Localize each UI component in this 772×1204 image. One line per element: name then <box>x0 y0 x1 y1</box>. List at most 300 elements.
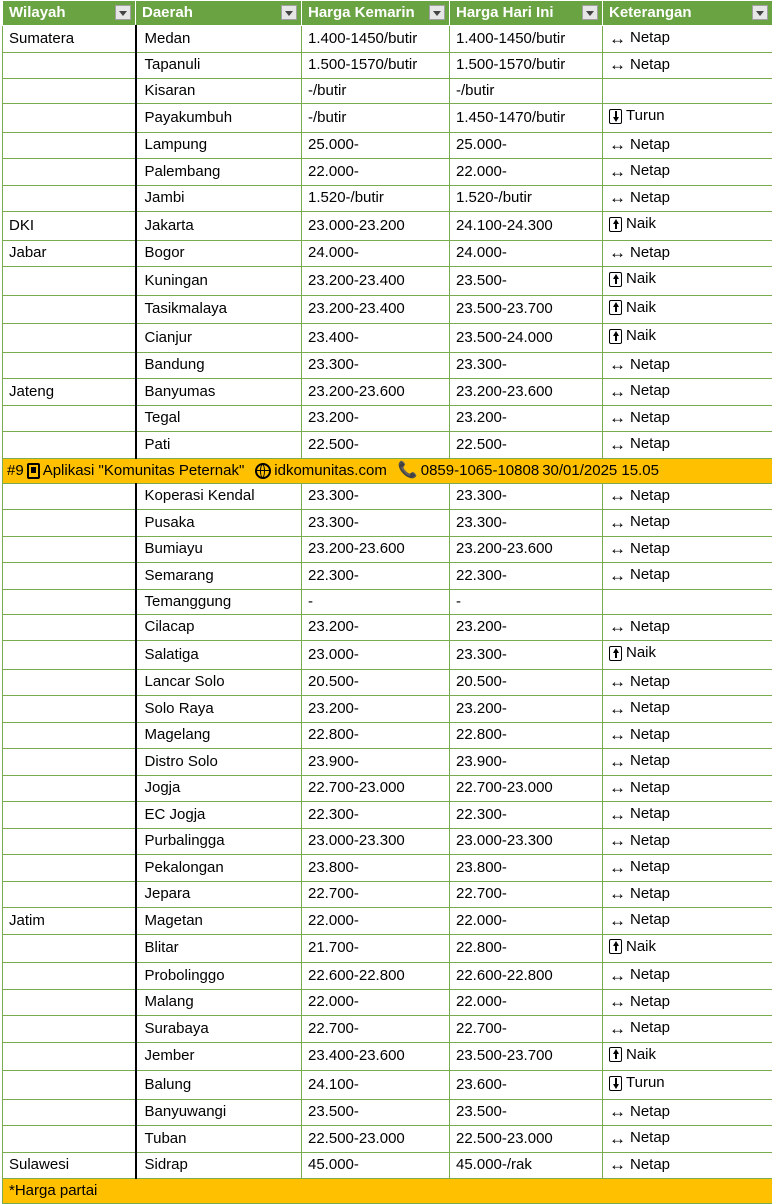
telephone-icon: 📞 <box>398 459 418 483</box>
table-row <box>3 1071 772 1100</box>
table-row <box>3 267 772 296</box>
status-indicator <box>609 510 670 534</box>
harga-kemarin-cell: 22.500- <box>302 432 450 459</box>
harga-hari-ini-cell: 23.500- <box>450 1099 603 1126</box>
status-label: Naik <box>626 641 656 665</box>
harga-hari-ini-cell: 25.000- <box>450 132 603 159</box>
keterangan-cell <box>603 240 772 267</box>
status-indicator <box>609 296 656 320</box>
left-right-arrow-icon: ↔ <box>609 136 626 153</box>
status-label: Netap <box>630 379 670 403</box>
keterangan-cell <box>603 352 772 379</box>
header-label: Harga Hari Ini <box>456 4 554 21</box>
status-label: Netap <box>630 855 670 879</box>
harga-kemarin-cell: 22.700- <box>302 1016 450 1043</box>
daerah-cell: Sidrap <box>136 1152 302 1179</box>
harga-hari-ini-cell: 23.800- <box>450 855 603 882</box>
up-arrow-icon <box>609 272 622 287</box>
daerah-cell: Jepara <box>136 881 302 908</box>
status-label: Naik <box>626 1043 656 1067</box>
status-indicator <box>609 563 670 587</box>
keterangan-cell <box>603 267 772 296</box>
wilayah-cell <box>3 589 136 614</box>
status-indicator <box>609 241 670 265</box>
status-label: Netap <box>630 432 670 456</box>
status-label: Netap <box>630 510 670 534</box>
harga-hari-ini-cell: 23.200- <box>450 614 603 641</box>
up-arrow-icon <box>609 939 622 954</box>
wilayah-cell <box>3 775 136 802</box>
harga-kemarin-cell: 23.300- <box>302 510 450 537</box>
banner-content <box>7 459 772 483</box>
wilayah-cell: Jateng <box>3 379 136 406</box>
daerah-cell: Kisaran <box>136 79 302 104</box>
daerah-cell: EC Jogja <box>136 802 302 829</box>
harga-kemarin-cell: 24.100- <box>302 1071 450 1100</box>
filter-dropdown-icon[interactable] <box>429 5 445 20</box>
daerah-cell: Magelang <box>136 722 302 749</box>
left-right-arrow-icon: ↔ <box>609 409 626 426</box>
up-arrow-icon <box>609 300 622 315</box>
status-indicator <box>609 990 670 1014</box>
table-row <box>3 855 772 882</box>
left-right-arrow-icon: ↔ <box>609 514 626 531</box>
table-row <box>3 324 772 353</box>
wilayah-cell <box>3 510 136 537</box>
status-label: Netap <box>630 723 670 747</box>
wilayah-cell <box>3 934 136 963</box>
harga-kemarin-cell: 23.300- <box>302 483 450 510</box>
harga-kemarin-cell: 1.500-1570/butir <box>302 52 450 79</box>
status-indicator <box>609 1016 670 1040</box>
harga-hari-ini-cell: 24.100-24.300 <box>450 212 603 241</box>
status-label: Netap <box>630 696 670 720</box>
status-indicator <box>609 104 665 128</box>
harga-kemarin-cell: 23.200-23.600 <box>302 536 450 563</box>
keterangan-cell <box>603 989 772 1016</box>
harga-kemarin-cell: 45.000- <box>302 1152 450 1179</box>
daerah-cell: Palembang <box>136 159 302 186</box>
left-right-arrow-icon: ↔ <box>609 487 626 504</box>
daerah-cell: Medan <box>136 26 302 53</box>
daerah-cell: Pusaka <box>136 510 302 537</box>
harga-hari-ini-cell: 45.000-/rak <box>450 1152 603 1179</box>
harga-hari-ini-cell: 23.500-23.700 <box>450 1042 603 1071</box>
table-row <box>3 379 772 406</box>
daerah-cell: Kuningan <box>136 267 302 296</box>
keterangan-cell <box>603 749 772 776</box>
wilayah-cell <box>3 132 136 159</box>
status-label: Netap <box>630 749 670 773</box>
table-row <box>3 159 772 186</box>
harga-kemarin-cell: 1.520-/butir <box>302 185 450 212</box>
harga-hari-ini-cell: 23.500- <box>450 267 603 296</box>
status-indicator <box>609 53 670 77</box>
status-label: Netap <box>630 406 670 430</box>
wilayah-cell: Sumatera <box>3 26 136 53</box>
harga-hari-ini-cell: 22.800- <box>450 722 603 749</box>
up-arrow-icon <box>609 1047 622 1062</box>
keterangan-cell <box>603 483 772 510</box>
table-row <box>3 802 772 829</box>
keterangan-cell <box>603 881 772 908</box>
harga-kemarin-cell: 23.300- <box>302 352 450 379</box>
status-label: Netap <box>630 1126 670 1150</box>
harga-kemarin-cell: 22.300- <box>302 802 450 829</box>
status-label: Netap <box>630 829 670 853</box>
harga-hari-ini-cell: 23.300- <box>450 510 603 537</box>
wilayah-cell <box>3 989 136 1016</box>
status-indicator <box>609 615 670 639</box>
keterangan-cell <box>603 324 772 353</box>
status-indicator <box>609 670 670 694</box>
keterangan-cell <box>603 1071 772 1100</box>
status-label: Turun <box>626 1071 665 1095</box>
table-row <box>3 212 772 241</box>
table-row <box>3 934 772 963</box>
harga-kemarin-cell: 23.200-23.400 <box>302 295 450 324</box>
left-right-arrow-icon: ↔ <box>609 700 626 717</box>
mobile-phone-icon <box>27 463 40 479</box>
keterangan-cell <box>603 510 772 537</box>
wilayah-cell <box>3 1099 136 1126</box>
status-indicator <box>609 1153 670 1177</box>
header-label: Harga Kemarin <box>308 4 415 21</box>
status-label: Netap <box>630 563 670 587</box>
status-label: Netap <box>630 353 670 377</box>
header-row <box>3 1 772 26</box>
harga-kemarin-cell: 24.000- <box>302 240 450 267</box>
keterangan-cell <box>603 855 772 882</box>
keterangan-cell <box>603 1042 772 1071</box>
wilayah-cell <box>3 159 136 186</box>
footer-row <box>3 1179 772 1204</box>
status-indicator <box>609 186 670 210</box>
harga-kemarin-cell: 22.000- <box>302 159 450 186</box>
table-row <box>3 1099 772 1126</box>
table-row <box>3 132 772 159</box>
header-label: Daerah <box>142 4 193 21</box>
harga-kemarin-cell: 22.000- <box>302 908 450 935</box>
harga-hari-ini-cell: 22.300- <box>450 563 603 590</box>
harga-hari-ini-cell: 23.500-23.700 <box>450 295 603 324</box>
daerah-cell: Cianjur <box>136 324 302 353</box>
down-arrow-icon <box>609 1076 622 1091</box>
status-indicator <box>609 882 670 906</box>
keterangan-cell <box>603 1152 772 1179</box>
table-row <box>3 828 772 855</box>
harga-kemarin-cell: 23.000-23.300 <box>302 828 450 855</box>
daerah-cell: Balung <box>136 1071 302 1100</box>
keterangan-cell <box>603 79 772 104</box>
left-right-arrow-icon: ↔ <box>609 885 626 902</box>
banner-datetime: 30/01/2025 15.05 <box>542 459 659 483</box>
status-indicator <box>609 212 656 236</box>
harga-hari-ini-cell: 23.900- <box>450 749 603 776</box>
harga-hari-ini-cell: 22.000- <box>450 908 603 935</box>
harga-kemarin-cell: 23.800- <box>302 855 450 882</box>
filter-dropdown-icon[interactable] <box>115 5 131 20</box>
table-row <box>3 669 772 696</box>
wilayah-cell <box>3 828 136 855</box>
status-label: Netap <box>630 53 670 77</box>
table-body-top <box>3 26 772 459</box>
harga-hari-ini-cell: 23.500-24.000 <box>450 324 603 353</box>
keterangan-cell <box>603 802 772 829</box>
harga-kemarin-cell: 23.200-23.600 <box>302 379 450 406</box>
harga-hari-ini-cell: 22.700- <box>450 881 603 908</box>
table-body-bottom <box>3 483 772 1179</box>
harga-hari-ini-cell: 23.300- <box>450 352 603 379</box>
left-right-arrow-icon: ↔ <box>609 383 626 400</box>
harga-hari-ini-cell: 1.500-1570/butir <box>450 52 603 79</box>
wilayah-cell <box>3 324 136 353</box>
left-right-arrow-icon: ↔ <box>609 1020 626 1037</box>
harga-kemarin-cell: - <box>302 589 450 614</box>
header-wilayah <box>3 1 136 26</box>
keterangan-cell <box>603 1016 772 1043</box>
status-indicator <box>609 963 670 987</box>
status-indicator <box>609 1126 670 1150</box>
left-right-arrow-icon: ↔ <box>609 753 626 770</box>
keterangan-cell <box>603 775 772 802</box>
harga-hari-ini-cell: 1.450-1470/butir <box>450 104 603 133</box>
table-row <box>3 104 772 133</box>
wilayah-cell <box>3 696 136 723</box>
status-indicator <box>609 908 670 932</box>
table-row <box>3 352 772 379</box>
footer-section <box>3 1179 772 1204</box>
status-label: Netap <box>630 990 670 1014</box>
status-indicator <box>609 26 670 50</box>
status-indicator <box>609 1071 665 1095</box>
keterangan-cell <box>603 1099 772 1126</box>
left-right-arrow-icon: ↔ <box>609 436 626 453</box>
left-right-arrow-icon: ↔ <box>609 806 626 823</box>
table-row <box>3 908 772 935</box>
keterangan-cell <box>603 132 772 159</box>
wilayah-cell: Jabar <box>3 240 136 267</box>
harga-hari-ini-cell: 22.700-23.000 <box>450 775 603 802</box>
keterangan-cell <box>603 52 772 79</box>
table-row <box>3 295 772 324</box>
status-indicator <box>609 829 670 853</box>
left-right-arrow-icon: ↔ <box>609 189 626 206</box>
daerah-cell: Magetan <box>136 908 302 935</box>
status-indicator <box>609 935 656 959</box>
table-row <box>3 1042 772 1071</box>
footer-note: *Harga partai <box>3 1179 772 1204</box>
harga-kemarin-cell: 20.500- <box>302 669 450 696</box>
harga-kemarin-cell: 23.400-23.600 <box>302 1042 450 1071</box>
status-label: Naik <box>626 267 656 291</box>
harga-hari-ini-cell: 23.600- <box>450 1071 603 1100</box>
table-row <box>3 185 772 212</box>
harga-hari-ini-cell: 23.200- <box>450 405 603 432</box>
harga-hari-ini-cell: 24.000- <box>450 240 603 267</box>
harga-hari-ini-cell: 22.600-22.800 <box>450 963 603 990</box>
harga-hari-ini-cell: 22.000- <box>450 159 603 186</box>
table-row <box>3 989 772 1016</box>
status-label: Netap <box>630 1100 670 1124</box>
banner-app-text: Aplikasi "Komunitas Peternak" <box>43 459 245 483</box>
filter-dropdown-icon[interactable] <box>281 5 297 20</box>
harga-hari-ini-cell: - <box>450 589 603 614</box>
status-label: Netap <box>630 670 670 694</box>
keterangan-cell <box>603 212 772 241</box>
left-right-arrow-icon: ↔ <box>609 832 626 849</box>
wilayah-cell <box>3 963 136 990</box>
daerah-cell: Tuban <box>136 1126 302 1153</box>
daerah-cell: Banyumas <box>136 379 302 406</box>
daerah-cell: Tasikmalaya <box>136 295 302 324</box>
daerah-cell: Bandung <box>136 352 302 379</box>
harga-kemarin-cell: 23.500- <box>302 1099 450 1126</box>
wilayah-cell <box>3 1126 136 1153</box>
wilayah-cell <box>3 641 136 670</box>
left-right-arrow-icon: ↔ <box>609 993 626 1010</box>
status-label: Netap <box>630 186 670 210</box>
status-indicator <box>609 379 670 403</box>
keterangan-cell <box>603 432 772 459</box>
table-row <box>3 749 772 776</box>
left-right-arrow-icon: ↔ <box>609 30 626 47</box>
banner-section <box>3 458 772 483</box>
filter-dropdown-icon[interactable] <box>752 5 768 20</box>
harga-kemarin-cell: 23.200- <box>302 405 450 432</box>
daerah-cell: Surabaya <box>136 1016 302 1043</box>
harga-hari-ini-cell: 22.500-23.000 <box>450 1126 603 1153</box>
status-indicator <box>609 1100 670 1124</box>
daerah-cell: Pekalongan <box>136 855 302 882</box>
keterangan-cell <box>603 614 772 641</box>
harga-kemarin-cell: 23.400- <box>302 324 450 353</box>
keterangan-cell <box>603 159 772 186</box>
status-label: Naik <box>626 935 656 959</box>
status-indicator <box>609 855 670 879</box>
harga-kemarin-cell: 23.200-23.400 <box>302 267 450 296</box>
harga-hari-ini-cell: 22.000- <box>450 989 603 1016</box>
table-row <box>3 52 772 79</box>
daerah-cell: Pati <box>136 432 302 459</box>
daerah-cell: Jogja <box>136 775 302 802</box>
harga-hari-ini-cell: 22.500- <box>450 432 603 459</box>
daerah-cell: Cilacap <box>136 614 302 641</box>
table-row <box>3 510 772 537</box>
daerah-cell: Payakumbuh <box>136 104 302 133</box>
up-arrow-icon <box>609 646 622 661</box>
keterangan-cell <box>603 669 772 696</box>
harga-kemarin-cell: 1.400-1450/butir <box>302 26 450 53</box>
daerah-cell: Salatiga <box>136 641 302 670</box>
keterangan-cell <box>603 696 772 723</box>
harga-hari-ini-cell: 23.200-23.600 <box>450 379 603 406</box>
keterangan-cell <box>603 908 772 935</box>
banner-website[interactable]: idkomunitas.com <box>274 459 387 483</box>
table-row <box>3 722 772 749</box>
harga-kemarin-cell: -/butir <box>302 104 450 133</box>
status-indicator <box>609 432 670 456</box>
status-indicator <box>609 696 670 720</box>
wilayah-cell: Jatim <box>3 908 136 935</box>
daerah-cell: Jambi <box>136 185 302 212</box>
status-indicator <box>609 1043 656 1067</box>
daerah-cell: Koperasi Kendal <box>136 483 302 510</box>
harga-hari-ini-cell: 22.800- <box>450 934 603 963</box>
daerah-cell: Blitar <box>136 934 302 963</box>
wilayah-cell <box>3 881 136 908</box>
status-label: Netap <box>630 776 670 800</box>
filter-dropdown-icon[interactable] <box>582 5 598 20</box>
status-label: Naik <box>626 324 656 348</box>
daerah-cell: Bogor <box>136 240 302 267</box>
harga-kemarin-cell: -/butir <box>302 79 450 104</box>
table-row <box>3 432 772 459</box>
daerah-cell: Malang <box>136 989 302 1016</box>
wilayah-cell <box>3 1071 136 1100</box>
header-daerah <box>136 1 302 26</box>
status-indicator <box>609 641 656 665</box>
banner-number: #9 <box>7 459 24 483</box>
status-label: Netap <box>630 537 670 561</box>
wilayah-cell <box>3 722 136 749</box>
wilayah-cell <box>3 405 136 432</box>
wilayah-cell <box>3 855 136 882</box>
keterangan-cell <box>603 405 772 432</box>
harga-kemarin-cell: 23.000-23.200 <box>302 212 450 241</box>
table-row <box>3 1126 772 1153</box>
wilayah-cell <box>3 52 136 79</box>
wilayah-cell <box>3 79 136 104</box>
status-indicator <box>609 723 670 747</box>
table-row <box>3 563 772 590</box>
banner-phone: 0859-1065-10808 <box>421 459 539 483</box>
harga-kemarin-cell: 23.200- <box>302 696 450 723</box>
daerah-cell: Bumiayu <box>136 536 302 563</box>
banner-cell <box>3 458 772 483</box>
harga-kemarin-cell: 22.800- <box>302 722 450 749</box>
left-right-arrow-icon: ↔ <box>609 779 626 796</box>
keterangan-cell <box>603 828 772 855</box>
price-table <box>2 0 772 1204</box>
header-harga-kemarin <box>302 1 450 26</box>
status-indicator <box>609 267 656 291</box>
header-label: Wilayah <box>9 4 66 21</box>
wilayah-cell <box>3 352 136 379</box>
status-label: Netap <box>630 159 670 183</box>
harga-kemarin-cell: 23.200- <box>302 614 450 641</box>
table-row <box>3 405 772 432</box>
keterangan-cell <box>603 104 772 133</box>
header-harga-hari-ini <box>450 1 603 26</box>
wilayah-cell <box>3 802 136 829</box>
status-label: Netap <box>630 241 670 265</box>
harga-kemarin-cell: 25.000- <box>302 132 450 159</box>
harga-hari-ini-cell: 22.700- <box>450 1016 603 1043</box>
left-right-arrow-icon: ↔ <box>609 726 626 743</box>
status-label: Netap <box>630 133 670 157</box>
header-label: Keterangan <box>609 4 692 21</box>
status-indicator <box>609 776 670 800</box>
left-right-arrow-icon: ↔ <box>609 859 626 876</box>
status-label: Netap <box>630 802 670 826</box>
wilayah-cell <box>3 267 136 296</box>
left-right-arrow-icon: ↔ <box>609 163 626 180</box>
table-row <box>3 775 772 802</box>
harga-hari-ini-cell: 1.520-/butir <box>450 185 603 212</box>
table-row <box>3 696 772 723</box>
wilayah-cell <box>3 432 136 459</box>
